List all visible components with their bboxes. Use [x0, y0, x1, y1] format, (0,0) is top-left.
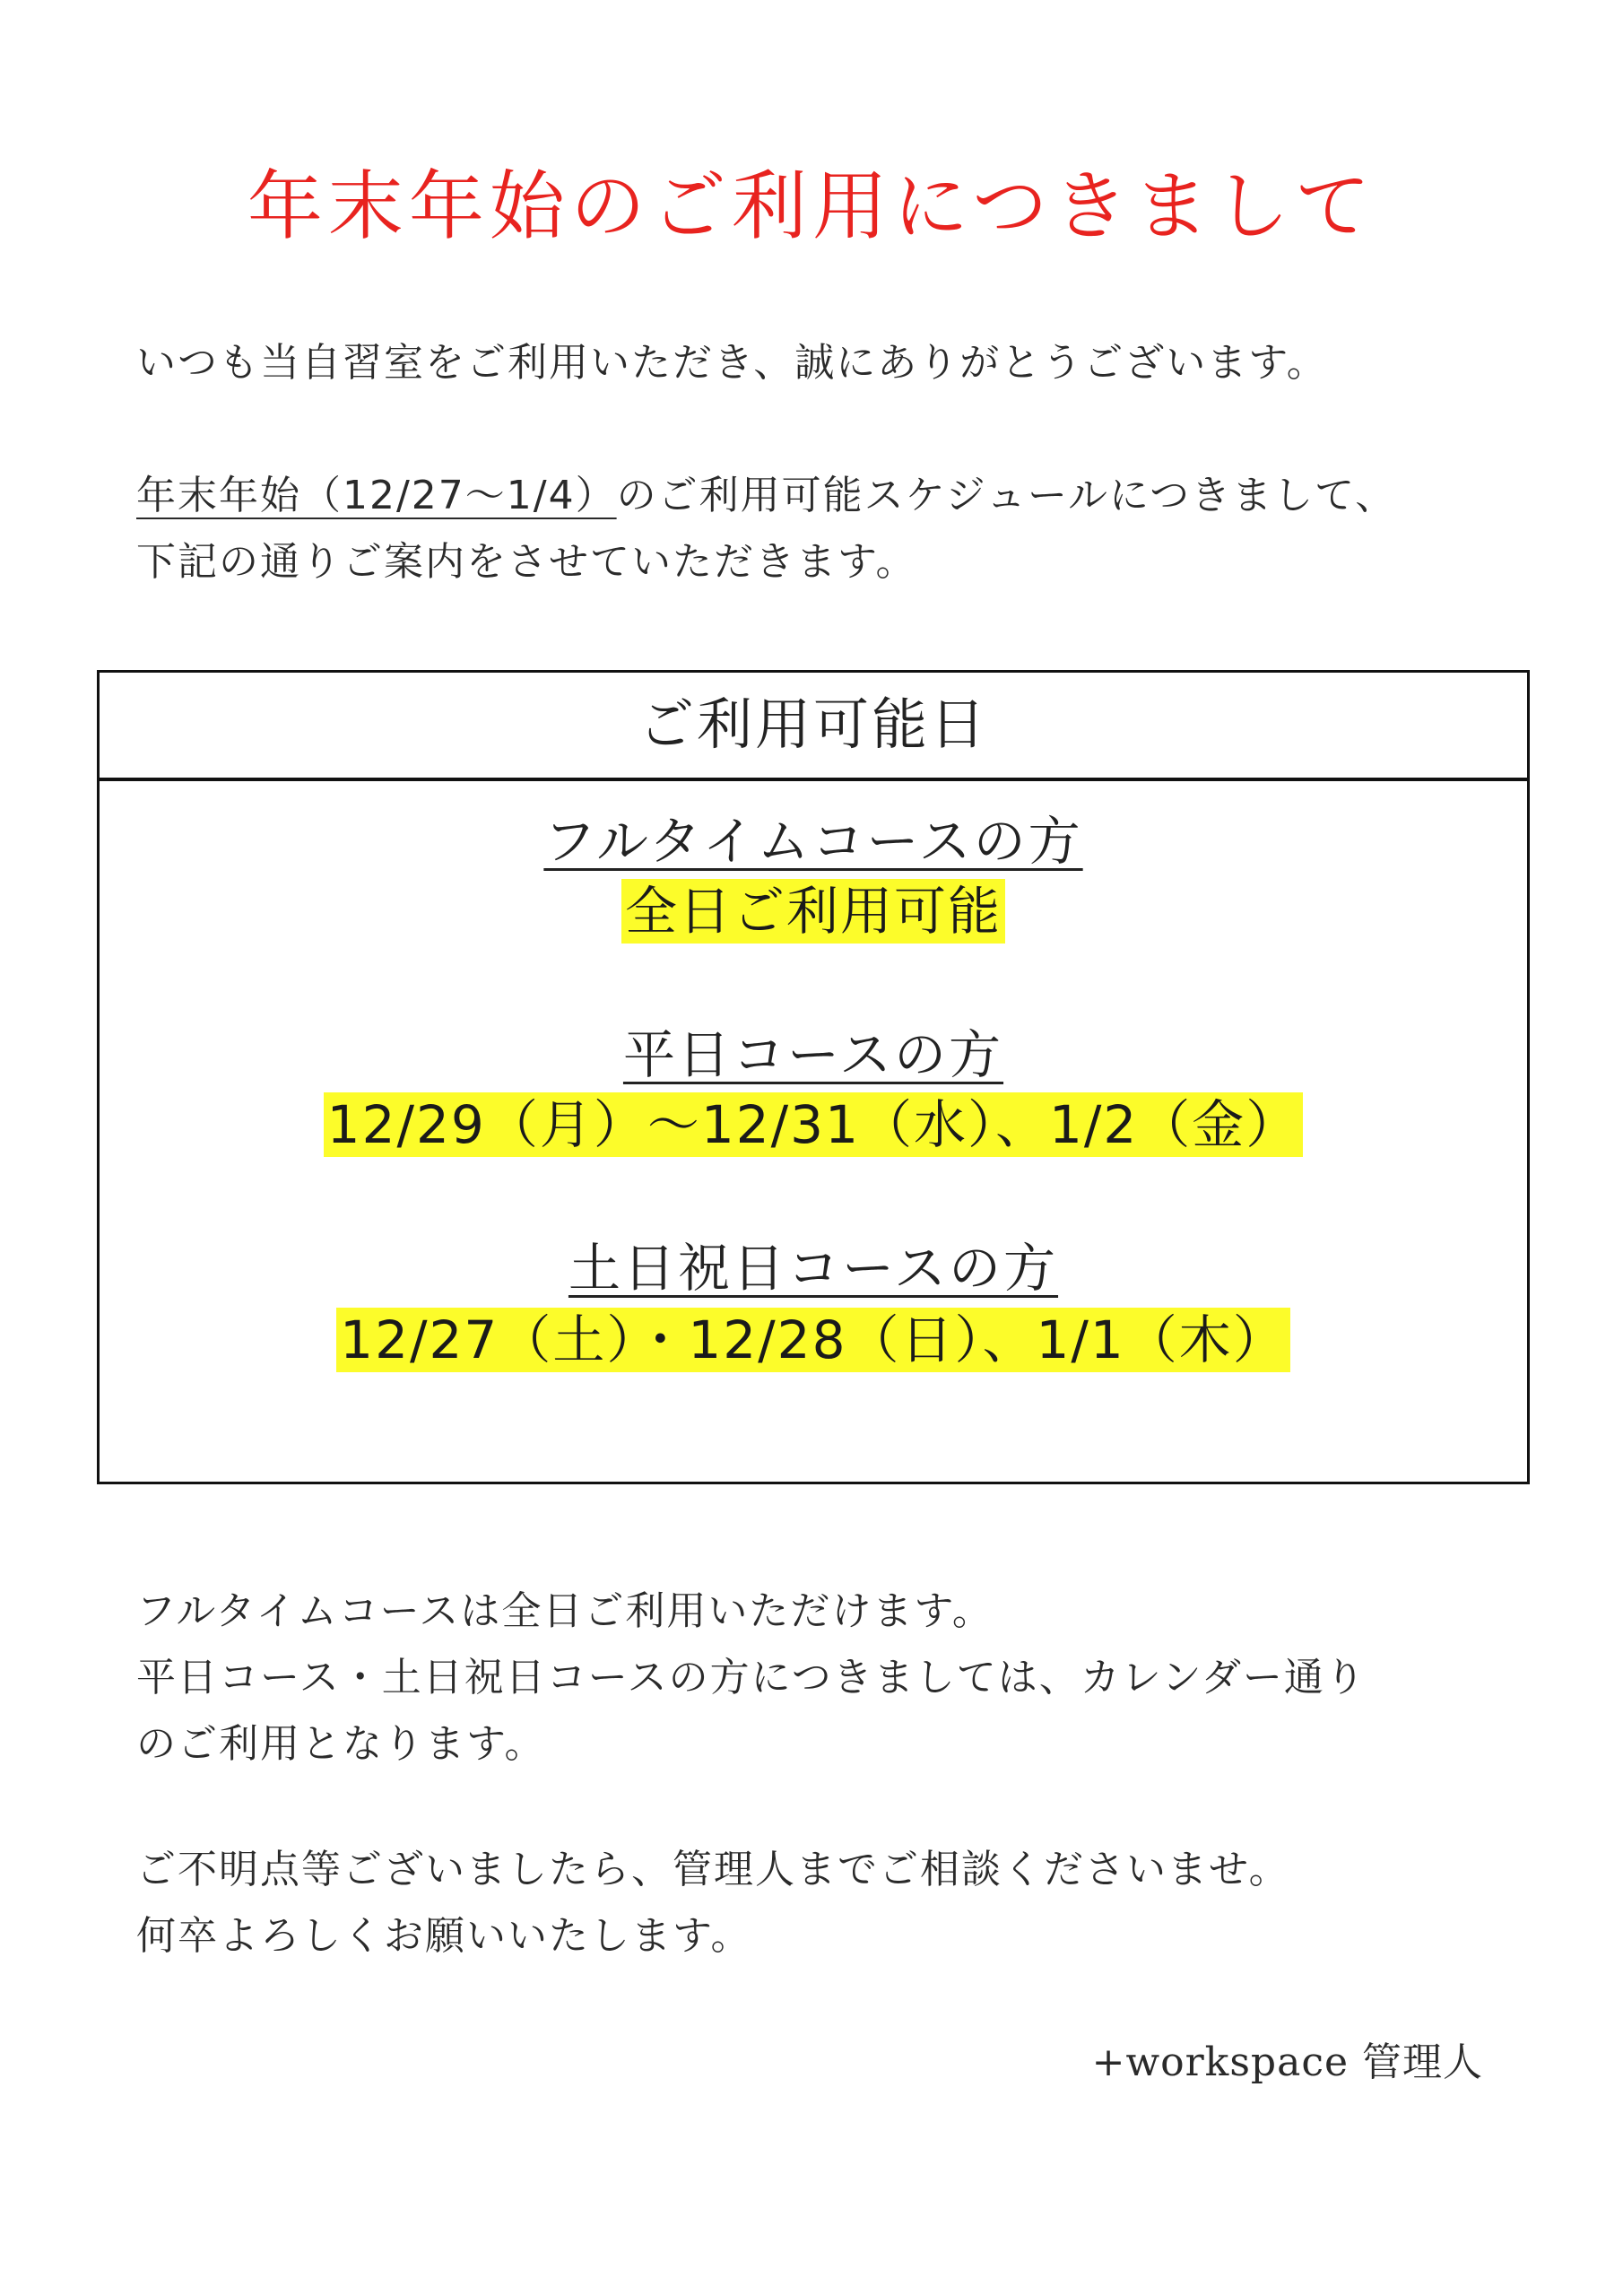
- availability-box-header: ご利用可能日: [100, 673, 1527, 781]
- availability-box: [97, 670, 1530, 1484]
- course-availability-weekend-holiday: [100, 1306, 1527, 1374]
- notes-line-2: 平日コース・土日祝日コースの方につきましては、カレンダー通り: [136, 1655, 1367, 1700]
- intro-paragraph: [136, 330, 1328, 396]
- course-title-weekend-holiday: [100, 1234, 1527, 1302]
- notes-line-3: のご利用となります。: [136, 1721, 546, 1767]
- schedule-notice-line-1: [136, 463, 1396, 529]
- course-title-weekday-text: 平日コースの方: [622, 1024, 1004, 1085]
- course-title-weekday: [100, 1021, 1527, 1089]
- course-title-fulltime: [100, 807, 1527, 875]
- closing-paragraph: [136, 1837, 1290, 1970]
- closing-line-1: ご不明点等ございましたら、管理人までご相談くださいませ。: [136, 1847, 1290, 1892]
- page-title: 年末年始のご利用につきまして: [247, 162, 1376, 250]
- course-availability-weekday-text: 12/29（月）〜12/31（水）、1/2（金）: [324, 1092, 1304, 1157]
- closing-line-2: 何卒よろしくお願いいたします。: [136, 1913, 752, 1959]
- notes-paragraph: [136, 1578, 1367, 1778]
- signature: +workspace 管理人: [1091, 2039, 1483, 2085]
- course-availability-fulltime-text: 全日ご利用可能: [621, 879, 1005, 944]
- course-title-fulltime-text: フルタイムコースの方: [543, 811, 1083, 872]
- course-availability-weekend-holiday-text: 12/27（土）・12/28（日）、1/1（木）: [336, 1308, 1290, 1372]
- notes-line-1: フルタイムコースは全日ご利用いただけます。: [136, 1588, 994, 1634]
- schedule-notice-line-1-rest: のご利用可能スケジュールにつきまして、: [616, 473, 1397, 518]
- course-availability-fulltime: [100, 877, 1527, 945]
- course-availability-weekday: [100, 1091, 1527, 1159]
- intro-line: いつも当自習室をご利用いただき、誠にありがとうございます。: [136, 340, 1328, 386]
- holiday-period: 年末年始（12/27〜1/4）: [136, 473, 617, 518]
- course-title-weekend-holiday-text: 土日祝日コースの方: [568, 1238, 1059, 1299]
- schedule-notice-line-2: 下記の通りご案内をさせていただきます。: [136, 539, 917, 585]
- schedule-notice-paragraph: [136, 463, 1396, 596]
